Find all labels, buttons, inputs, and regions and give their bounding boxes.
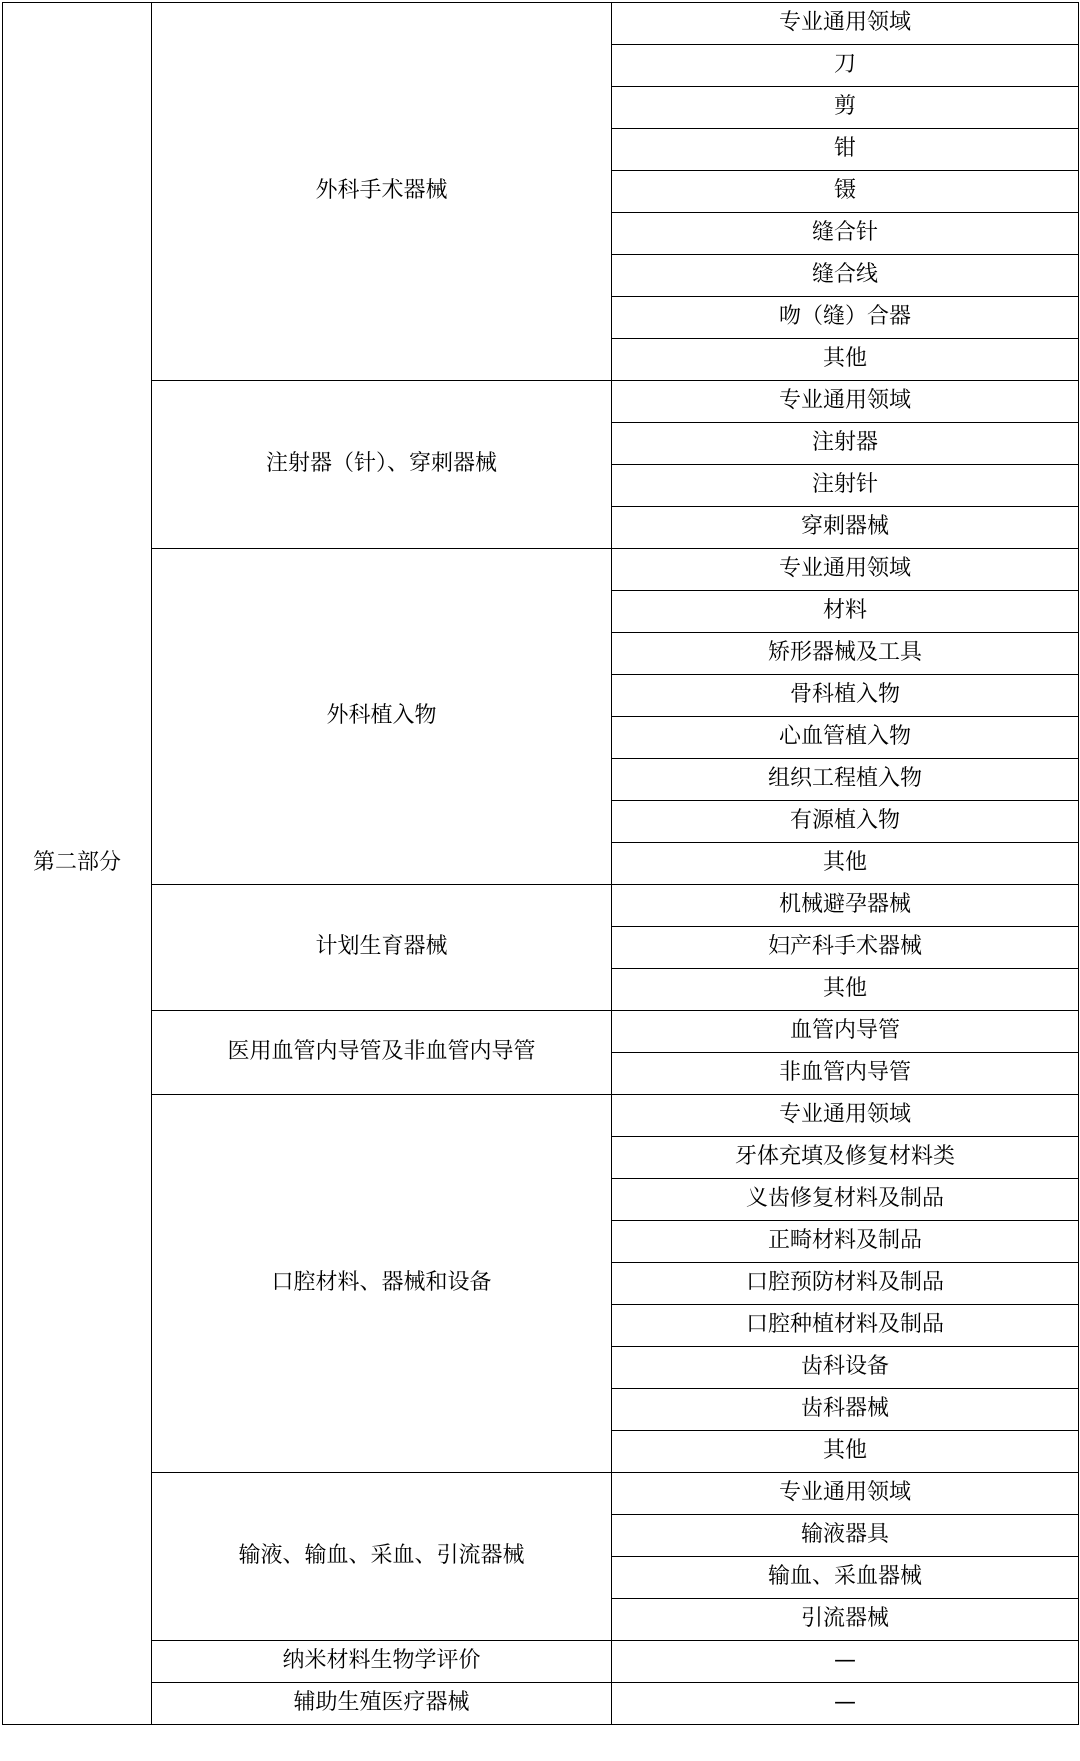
subcategory-cell: 镊 — [612, 171, 1079, 213]
subcategory-cell: 口腔种植材料及制品 — [612, 1305, 1079, 1347]
table-row — [3, 381, 1079, 423]
category-cell: 辅助生殖医疗器械 — [152, 1683, 612, 1725]
subcategory-cell: — — [612, 1683, 1079, 1725]
table-row — [3, 3, 1079, 45]
category-cell: 计划生育器械 — [152, 885, 612, 1011]
subcategory-cell: 输液器具 — [612, 1515, 1079, 1557]
subcategory-cell: 其他 — [612, 1431, 1079, 1473]
table-row — [3, 549, 1079, 591]
subcategory-cell: 材料 — [612, 591, 1079, 633]
subcategory-cell: 义齿修复材料及制品 — [612, 1179, 1079, 1221]
standards-table — [2, 2, 1079, 1725]
category-cell: 输液、输血、采血、引流器械 — [152, 1473, 612, 1641]
subcategory-cell: 缝合针 — [612, 213, 1079, 255]
table-row — [3, 885, 1079, 927]
subcategory-cell: 刀 — [612, 45, 1079, 87]
subcategory-cell: 妇产科手术器械 — [612, 927, 1079, 969]
subcategory-cell: 非血管内导管 — [612, 1053, 1079, 1095]
subcategory-cell: 矫形器械及工具 — [612, 633, 1079, 675]
subcategory-cell: 吻（缝）合器 — [612, 297, 1079, 339]
part-label-cell: 第二部分 — [3, 3, 152, 1725]
subcategory-cell: 引流器械 — [612, 1599, 1079, 1641]
subcategory-cell: 穿刺器械 — [612, 507, 1079, 549]
subcategory-cell: 输血、采血器械 — [612, 1557, 1079, 1599]
table-row — [3, 1683, 1079, 1725]
subcategory-cell: 有源植入物 — [612, 801, 1079, 843]
category-cell: 口腔材料、器械和设备 — [152, 1095, 612, 1473]
subcategory-cell: 口腔预防材料及制品 — [612, 1263, 1079, 1305]
subcategory-cell: 齿科设备 — [612, 1347, 1079, 1389]
subcategory-cell: 专业通用领域 — [612, 549, 1079, 591]
subcategory-cell: 缝合线 — [612, 255, 1079, 297]
category-cell: 纳米材料生物学评价 — [152, 1641, 612, 1683]
subcategory-cell: 心血管植入物 — [612, 717, 1079, 759]
subcategory-cell: 专业通用领域 — [612, 3, 1079, 45]
category-cell: 医用血管内导管及非血管内导管 — [152, 1011, 612, 1095]
subcategory-cell: 骨科植入物 — [612, 675, 1079, 717]
subcategory-cell: 专业通用领域 — [612, 1095, 1079, 1137]
category-cell: 外科植入物 — [152, 549, 612, 885]
subcategory-cell: 组织工程植入物 — [612, 759, 1079, 801]
subcategory-cell: 其他 — [612, 843, 1079, 885]
table-row — [3, 1641, 1079, 1683]
subcategory-cell: 机械避孕器械 — [612, 885, 1079, 927]
table-row — [3, 1011, 1079, 1053]
subcategory-cell: 齿科器械 — [612, 1389, 1079, 1431]
subcategory-cell: 注射器 — [612, 423, 1079, 465]
table-row — [3, 1095, 1079, 1137]
category-cell: 注射器（针）、穿刺器械 — [152, 381, 612, 549]
subcategory-cell: 剪 — [612, 87, 1079, 129]
subcategory-cell: 其他 — [612, 969, 1079, 1011]
subcategory-cell: 血管内导管 — [612, 1011, 1079, 1053]
subcategory-cell: 注射针 — [612, 465, 1079, 507]
subcategory-cell: — — [612, 1641, 1079, 1683]
category-cell: 外科手术器械 — [152, 3, 612, 381]
table-row — [3, 1473, 1079, 1515]
table-body — [3, 3, 1079, 1725]
subcategory-cell: 专业通用领域 — [612, 1473, 1079, 1515]
subcategory-cell: 专业通用领域 — [612, 381, 1079, 423]
subcategory-cell: 其他 — [612, 339, 1079, 381]
subcategory-cell: 正畸材料及制品 — [612, 1221, 1079, 1263]
subcategory-cell: 钳 — [612, 129, 1079, 171]
subcategory-cell: 牙体充填及修复材料类 — [612, 1137, 1079, 1179]
